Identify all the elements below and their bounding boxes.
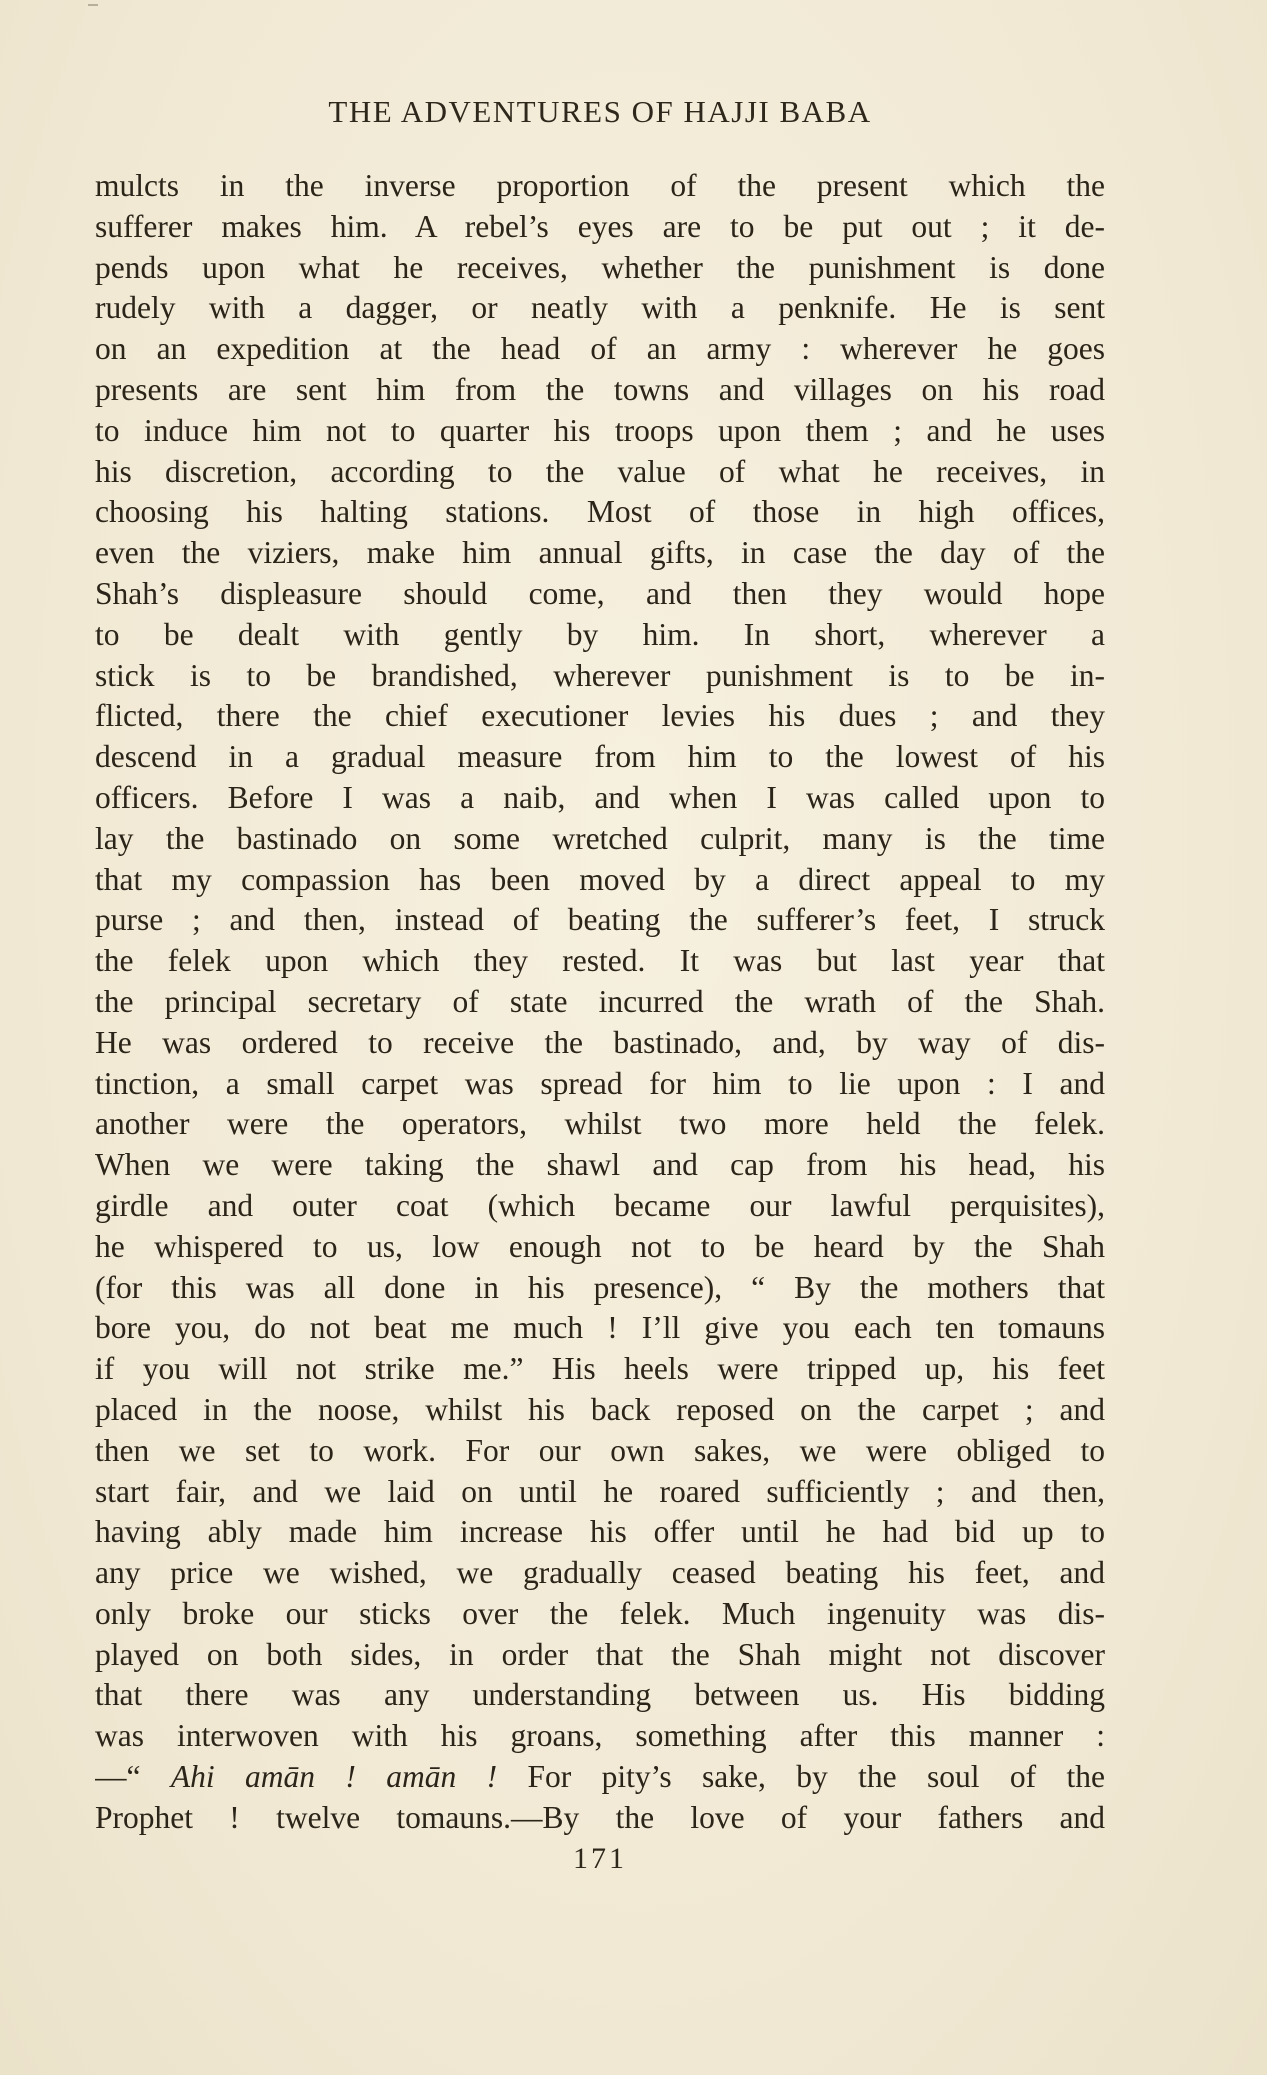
text-line: placed in the noose, whilst his back reposed on the carpet ; and [95, 1391, 1105, 1427]
text-line: his discretion, according to the value of what he receives, in [95, 453, 1105, 489]
text-line [95, 1757, 1105, 1798]
text-line: if you will not strike me.” His heels were tripped up, his feet [95, 1351, 1105, 1387]
text-line: When we were taking the shawl and cap from his head, his [95, 1147, 1105, 1183]
text-line: then we set to work. For our own sakes, we were obliged to [95, 1432, 1105, 1468]
page-edge-mark [88, 4, 98, 6]
text-line: rudely with a dagger, or neatly with a penknife. He is sent [95, 290, 1105, 326]
italic-phrase: Ahi amān ! amān ! [170, 1759, 498, 1795]
text-line: having ably made him increase his offer until he had bid up to [95, 1514, 1105, 1550]
text-line: that there was any understanding between us. His bidding [95, 1677, 1105, 1713]
text-line-rest: For pity’s sake, by the soul of the [497, 1759, 1105, 1795]
text-line: the principal secretary of state incurred the wrath of the Shah. [95, 983, 1105, 1019]
text-line: Shah’s displeasure should come, and then they would hope [95, 575, 1105, 611]
text-line: was interwoven with his groans, something after this manner : [95, 1718, 1105, 1754]
text-line: played on both sides, in order that the Shah might not discover [95, 1636, 1105, 1672]
text-line: any price we wished, we gradually ceased beating his feet, and [95, 1555, 1105, 1591]
text-line: He was ordered to receive the bastinado, and, by way of dis- [95, 1024, 1105, 1060]
text-line: stick is to be brandished, wherever punishment is to be in- [95, 657, 1105, 693]
text-line: sufferer makes him. A rebel’s eyes are to be put out ; it de- [95, 208, 1105, 244]
text-line: descend in a gradual measure from him to the lowest of his [95, 739, 1105, 775]
text-line: purse ; and then, instead of beating the sufferer’s feet, I struck [95, 902, 1105, 938]
page-number: 171 [573, 1842, 627, 1875]
text-line: presents are sent him from the towns and villages on his road [95, 371, 1105, 407]
text-line: the felek upon which they rested. It was but last year that [95, 943, 1105, 979]
text-line: choosing his halting stations. Most of those in high offices, [95, 494, 1105, 530]
text-line: bore you, do not beat me much ! I’ll give you each ten tomauns [95, 1310, 1105, 1346]
running-head: THE ADVENTURES OF HAJJI BABA [328, 94, 872, 129]
text-line: start fair, and we laid on until he roared sufficiently ; and then, [95, 1473, 1105, 1509]
text-line: officers. Before I was a naib, and when I was called upon to [95, 779, 1105, 815]
text-line: (for this was all done in his presence), “ By the mothers that [95, 1269, 1105, 1305]
text-line: he whispered to us, low enough not to be heard by the Shah [95, 1228, 1105, 1264]
text-line: pends upon what he receives, whether the punishment is done [95, 249, 1105, 285]
text-line: that my compassion has been moved by a direct appeal to my [95, 861, 1105, 897]
text-line-lead: —“ [95, 1759, 171, 1795]
text-line: even the viziers, make him annual gifts, in case the day of the [95, 535, 1105, 571]
text-line: tinction, a small carpet was spread for him to lie upon : I and [95, 1065, 1105, 1101]
text-line: on an expedition at the head of an army : wherever he goes [95, 331, 1105, 367]
text-line: Prophet ! twelve tomauns.—By the love of your fathers and [95, 1799, 1105, 1835]
text-line: mulcts in the inverse proportion of the present which the [95, 168, 1105, 203]
text-line: lay the bastinado on some wretched culprit, many is the time [95, 820, 1105, 856]
text-line: girdle and outer coat (which became our lawful perquisites), [95, 1187, 1105, 1223]
text-line: to induce him not to quarter his troops upon them ; and he uses [95, 412, 1105, 448]
body-text [95, 166, 1105, 1839]
text-line: only broke our sticks over the felek. Much ingenuity was dis- [95, 1595, 1105, 1631]
text-line: another were the operators, whilst two more held the felek. [95, 1106, 1105, 1142]
text-line: flicted, there the chief executioner levies his dues ; and they [95, 698, 1105, 734]
text-line: to be dealt with gently by him. In short, wherever a [95, 616, 1105, 652]
